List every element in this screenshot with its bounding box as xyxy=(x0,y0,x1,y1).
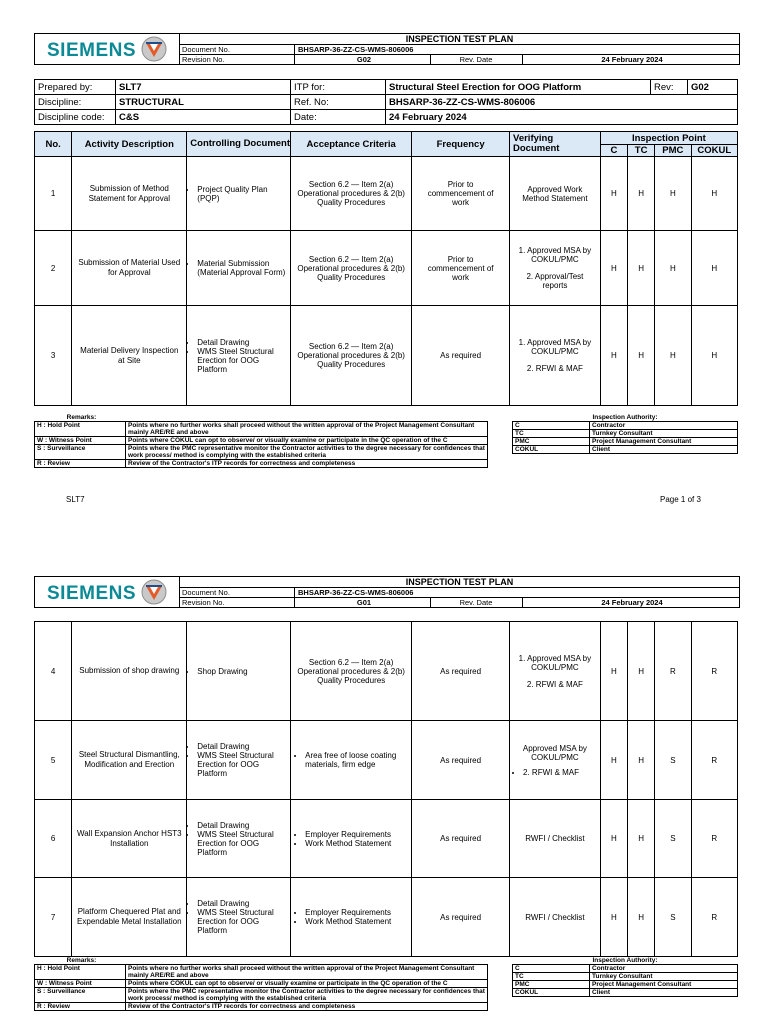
row-verifying xyxy=(510,800,601,878)
col-verifying: Verifying Document xyxy=(510,132,601,157)
remark-key: R : Review xyxy=(35,1003,126,1011)
header-title: INSPECTION TEST PLAN xyxy=(180,577,739,588)
inspection-tc: H xyxy=(628,800,655,878)
authority-row xyxy=(513,965,738,973)
verifying-doc: 2. RFWI & MAF xyxy=(526,364,583,373)
rev-label: Revision No. xyxy=(182,55,225,64)
inspection-cokul: H xyxy=(691,157,737,231)
remark-key: S : Surveillance xyxy=(35,445,126,460)
remarks-title: Remarks: xyxy=(66,957,97,964)
siemens-emblem-icon xyxy=(141,36,167,62)
authority-row xyxy=(513,989,738,997)
row-activity: Wall Expansion Anchor HST3 Installation xyxy=(72,800,187,878)
authority-text: Client xyxy=(590,446,738,454)
inspection-tc: H xyxy=(628,306,655,406)
remark-text: Points where COKUL can opt to observe/ or visually examine or participate in the QC operation of the C xyxy=(126,437,488,445)
authority-row xyxy=(513,438,738,446)
doc-value: BHSARP-36-ZZ-CS-WMS-806006 xyxy=(294,45,698,54)
controlling-doc xyxy=(187,185,290,203)
row-activity: Material Delivery Inspection at Site xyxy=(72,306,187,406)
row-acceptance xyxy=(291,800,412,878)
row-acceptance: Section 6.2 — Item 2(a) Operational procedures & 2(b) Quality Procedures xyxy=(291,622,412,721)
row-controlling xyxy=(187,800,291,878)
remark-row xyxy=(35,460,488,468)
row-no: 7 xyxy=(35,878,72,957)
itp-info-table xyxy=(34,79,738,125)
controlling-doc-item: • WMS Steel Structural Erection for OOG Platform xyxy=(197,347,290,374)
row-verifying xyxy=(510,306,601,406)
inspection-cokul: R xyxy=(691,878,737,957)
row-activity: Submission of Material Used for Approval xyxy=(72,231,187,306)
acceptance-criteria-item: • Work Method Statement xyxy=(305,839,407,848)
remark-text: Review of the Contractor's ITP records for correctness and completeness xyxy=(126,460,488,468)
remark-row xyxy=(35,1003,488,1011)
acceptance-criteria-item: • Employer Requirements xyxy=(305,830,407,839)
controlling-doc-item: • Detail Drawing xyxy=(197,338,290,347)
page1-header xyxy=(34,33,740,65)
table-row xyxy=(35,800,738,878)
remark-row xyxy=(35,988,488,1003)
inspection-tc: H xyxy=(628,721,655,800)
row-controlling xyxy=(187,721,291,800)
remark-key: S : Surveillance xyxy=(35,988,126,1003)
rev-row xyxy=(180,55,739,64)
row-no: 3 xyxy=(35,306,72,406)
verifying-doc: RWFI / Checklist xyxy=(525,834,585,843)
col-cokul: COKUL xyxy=(691,145,737,157)
acceptance-criteria-item: • Work Method Statement xyxy=(305,917,407,926)
col-inspection-point: Inspection Point xyxy=(600,132,737,145)
row-acceptance: Section 6.2 — Item 2(a) Operational procedures & 2(b) Quality Procedures xyxy=(291,231,412,306)
controlling-doc-item: • WMS Steel Structural Erection for OOG Platform xyxy=(197,830,290,857)
controlling-doc xyxy=(187,899,290,935)
date-value: 24 February 2024 xyxy=(386,110,738,125)
authority-text: Project Management Consultant xyxy=(590,981,738,989)
table-row xyxy=(35,306,738,406)
row-acceptance: Section 6.2 — Item 2(a) Operational procedures & 2(b) Quality Procedures xyxy=(291,157,412,231)
inspection-c: H xyxy=(600,306,627,406)
itp-table-page2 xyxy=(34,621,738,957)
remark-row xyxy=(35,965,488,980)
inspection-cokul: H xyxy=(691,231,737,306)
controlling-doc-item: • Detail Drawing xyxy=(197,899,290,908)
verifying-doc-bullet xyxy=(513,768,597,777)
rev-value: G01 xyxy=(294,598,430,607)
itp-table-page1 xyxy=(34,131,738,406)
logo-text: SIEMENS xyxy=(47,40,137,61)
row-acceptance xyxy=(291,721,412,800)
col-acceptance: Acceptance Criteria xyxy=(291,132,412,157)
verifying-doc: 1. Approved MSA by COKUL/PMC xyxy=(518,338,592,356)
col-no: No. xyxy=(35,132,72,157)
rev-date-label: Rev. Date xyxy=(430,55,521,64)
row-controlling xyxy=(187,622,291,721)
acceptance-criteria-item: • Employer Requirements xyxy=(305,908,407,917)
code-value: C&S xyxy=(116,110,291,125)
rev-label-info: Rev: xyxy=(651,80,688,95)
verifying-doc: Approved MSA by COKUL/PMC xyxy=(522,743,587,762)
row-frequency: As required xyxy=(412,721,510,800)
row-no: 2 xyxy=(35,231,72,306)
remark-key: R : Review xyxy=(35,460,126,468)
row-activity: Steel Structural Dismantling, Modification and Erection xyxy=(72,721,187,800)
remark-text: Points where the PMC representative monitor the Contractor activities to the degree necessary for confidences that work process/ method is complying with the established criteria xyxy=(126,445,488,460)
verifying-doc: 1. Approved MSA by COKUL/PMC xyxy=(518,653,592,672)
row-no: 1 xyxy=(35,157,72,231)
rev-date-value: 24 February 2024 xyxy=(522,598,741,607)
remark-key: W : Witness Point xyxy=(35,980,126,988)
col-pmc: PMC xyxy=(655,145,691,157)
controlling-doc-item: • WMS Steel Structural Erection for OOG Platform xyxy=(197,908,290,935)
row-frequency: As required xyxy=(412,800,510,878)
inspection-cokul: R xyxy=(691,800,737,878)
controlling-doc xyxy=(187,259,290,277)
verifying-doc: 2. Approval/Test reports xyxy=(526,272,584,290)
row-verifying xyxy=(510,721,601,800)
authority-text: Turnkey Consultant xyxy=(590,973,738,981)
footer-left: SLT7 xyxy=(66,495,85,504)
table-row xyxy=(35,878,738,957)
controlling-doc xyxy=(187,821,290,857)
remark-text: Points where no further works shall proceed without the written approval of the Project Management Consultant mainly ARE/RE and above xyxy=(126,965,488,980)
controlling-doc xyxy=(187,742,290,778)
inspection-pmc: H xyxy=(655,306,691,406)
controlling-doc-item: • Material Submission (Material Approval Form) xyxy=(197,259,290,277)
authority-row xyxy=(513,981,738,989)
doc-row xyxy=(180,45,739,55)
acceptance-criteria xyxy=(295,751,407,769)
col-frequency: Frequency xyxy=(412,132,510,157)
inspection-pmc: R xyxy=(655,622,691,721)
discipline-label: Discipline: xyxy=(35,95,116,110)
remarks-title: Remarks: xyxy=(66,414,97,421)
remark-row xyxy=(35,445,488,460)
row-frequency: As required xyxy=(412,306,510,406)
siemens-logo xyxy=(35,34,180,64)
remark-key: H : Hold Point xyxy=(35,965,126,980)
controlling-doc xyxy=(187,338,290,374)
inspection-tc: H xyxy=(628,878,655,957)
inspection-pmc: S xyxy=(655,800,691,878)
inspection-c: H xyxy=(600,231,627,306)
row-frequency: Prior to commencement of work xyxy=(412,231,510,306)
rev-label: Revision No. xyxy=(182,598,225,607)
controlling-doc-item: • Project Quality Plan (PQP) xyxy=(197,185,290,203)
authority-row xyxy=(513,430,738,438)
inspection-c: H xyxy=(600,622,627,721)
acceptance-criteria xyxy=(295,908,407,926)
row-frequency: Prior to commencement of work xyxy=(412,157,510,231)
verifying-doc-bullet-item: • 2. RFWI & MAF xyxy=(523,768,597,777)
itp-for-value: Structural Steel Erection for OOG Platform xyxy=(386,80,651,95)
verifying-doc: RWFI / Checklist xyxy=(525,912,585,922)
date-label: Date: xyxy=(291,110,386,125)
authority-row xyxy=(513,446,738,454)
inspection-cokul: R xyxy=(691,721,737,800)
table-row xyxy=(35,721,738,800)
controlling-doc-item: • Detail Drawing xyxy=(197,821,290,830)
verifying-doc: Approved Work Method Statement xyxy=(522,184,588,203)
inspection-cokul: H xyxy=(691,306,737,406)
doc-row xyxy=(180,588,739,598)
authority-key: C xyxy=(513,965,590,973)
controlling-doc xyxy=(187,667,290,676)
rev-date-label: Rev. Date xyxy=(430,598,521,607)
row-activity: Submission of Method Statement for Approval xyxy=(72,157,187,231)
remark-row xyxy=(35,422,488,437)
remark-text: Points where COKUL can opt to observe/ or visually examine or participate in the QC operation of the C xyxy=(126,980,488,988)
row-verifying xyxy=(510,231,601,306)
inspection-tc: H xyxy=(628,157,655,231)
authority-key: COKUL xyxy=(513,989,590,997)
remark-row xyxy=(35,980,488,988)
remark-text: Points where no further works shall proceed without the written approval of the Project Management Consultant mainly ARE/RE and above xyxy=(126,422,488,437)
row-activity: Submission of shop drawing xyxy=(72,622,187,721)
inspection-c: H xyxy=(600,878,627,957)
acceptance-criteria xyxy=(295,830,407,848)
authority-text: Project Management Consultant xyxy=(590,438,738,446)
remarks-page1 xyxy=(34,414,488,468)
col-c: C xyxy=(600,145,627,157)
controlling-doc-item: • Detail Drawing xyxy=(197,742,290,751)
controlling-doc-item: • WMS Steel Structural Erection for OOG Platform xyxy=(197,751,290,778)
row-activity: Platform Chequered Plat and Expendable Metal Installation xyxy=(72,878,187,957)
authority-key: TC xyxy=(513,973,590,981)
logo-text: SIEMENS xyxy=(47,583,137,604)
authority-row xyxy=(513,973,738,981)
inspection-pmc: S xyxy=(655,878,691,957)
inspection-pmc: S xyxy=(655,721,691,800)
inspection-cokul: R xyxy=(691,622,737,721)
authority-text: Contractor xyxy=(590,965,738,973)
authority-row xyxy=(513,422,738,430)
row-controlling xyxy=(187,878,291,957)
row-no: 4 xyxy=(35,622,72,721)
col-activity: Activity Description xyxy=(72,132,187,157)
doc-value: BHSARP-36-ZZ-CS-WMS-806006 xyxy=(294,588,698,597)
inspection-tc: H xyxy=(628,231,655,306)
code-label: Discipline code: xyxy=(35,110,116,125)
authority-text: Turnkey Consultant xyxy=(590,430,738,438)
rev-date-value: 24 February 2024 xyxy=(522,55,741,64)
footer-page: Page 1 of 3 xyxy=(660,495,701,504)
remark-row xyxy=(35,437,488,445)
siemens-emblem-icon xyxy=(141,579,167,605)
remark-text: Points where the PMC representative monitor the Contractor activities to the degree necessary for confidences that work process/ method is complying with the established criteria xyxy=(126,988,488,1003)
discipline-value: STRUCTURAL xyxy=(116,95,291,110)
authority-title: Inspection Authority: xyxy=(592,957,658,964)
doc-label: Document No. xyxy=(182,588,230,597)
row-acceptance xyxy=(291,878,412,957)
remark-key: H : Hold Point xyxy=(35,422,126,437)
siemens-logo-p2 xyxy=(35,577,180,607)
row-controlling xyxy=(187,306,291,406)
rev-row xyxy=(180,598,739,607)
verifying-doc: 1. Approved MSA by COKUL/PMC xyxy=(518,246,592,264)
row-acceptance: Section 6.2 — Item 2(a) Operational procedures & 2(b) Quality Procedures xyxy=(291,306,412,406)
row-no: 6 xyxy=(35,800,72,878)
row-controlling xyxy=(187,231,291,306)
remarks-page2 xyxy=(34,957,488,1011)
col-controlling: Controlling Document xyxy=(187,132,291,157)
inspection-pmc: H xyxy=(655,231,691,306)
verifying-doc: 2. RFWI & MAF xyxy=(526,679,583,689)
authority-key: C xyxy=(513,422,590,430)
inspection-tc: H xyxy=(628,622,655,721)
table-row xyxy=(35,231,738,306)
authority-page1 xyxy=(512,414,738,454)
row-no: 5 xyxy=(35,721,72,800)
authority-text: Contractor xyxy=(590,422,738,430)
inspection-c: H xyxy=(600,800,627,878)
prepared-by-label: Prepared by: xyxy=(35,80,116,95)
table-row xyxy=(35,622,738,721)
authority-title: Inspection Authority: xyxy=(592,414,658,421)
rev-value-info: G02 xyxy=(688,80,738,95)
inspection-c: H xyxy=(600,157,627,231)
remark-key: W : Witness Point xyxy=(35,437,126,445)
authority-text: Client xyxy=(590,989,738,997)
acceptance-criteria-item: • Area free of loose coating materials, firm edge xyxy=(305,751,407,769)
row-verifying xyxy=(510,622,601,721)
row-verifying xyxy=(510,878,601,957)
prepared-by-value: SLT7 xyxy=(116,80,291,95)
doc-label: Document No. xyxy=(182,45,230,54)
ref-label: Ref. No: xyxy=(291,95,386,110)
authority-page2 xyxy=(512,957,738,997)
table-row xyxy=(35,157,738,231)
authority-key: PMC xyxy=(513,438,590,446)
authority-key: PMC xyxy=(513,981,590,989)
col-tc: TC xyxy=(628,145,655,157)
row-verifying xyxy=(510,157,601,231)
authority-key: TC xyxy=(513,430,590,438)
inspection-pmc: H xyxy=(655,157,691,231)
remark-text: Review of the Contractor's ITP records for correctness and completeness xyxy=(126,1003,488,1011)
ref-value: BHSARP-36-ZZ-CS-WMS-806006 xyxy=(386,95,738,110)
row-controlling xyxy=(187,157,291,231)
row-frequency: As required xyxy=(412,622,510,721)
controlling-doc-item: • Shop Drawing xyxy=(197,667,290,676)
inspection-c: H xyxy=(600,721,627,800)
page2-header xyxy=(34,576,740,608)
itp-for-label: ITP for: xyxy=(291,80,386,95)
header-title: INSPECTION TEST PLAN xyxy=(180,34,739,45)
authority-key: COKUL xyxy=(513,446,590,454)
row-frequency: As required xyxy=(412,878,510,957)
rev-value: G02 xyxy=(294,55,430,64)
